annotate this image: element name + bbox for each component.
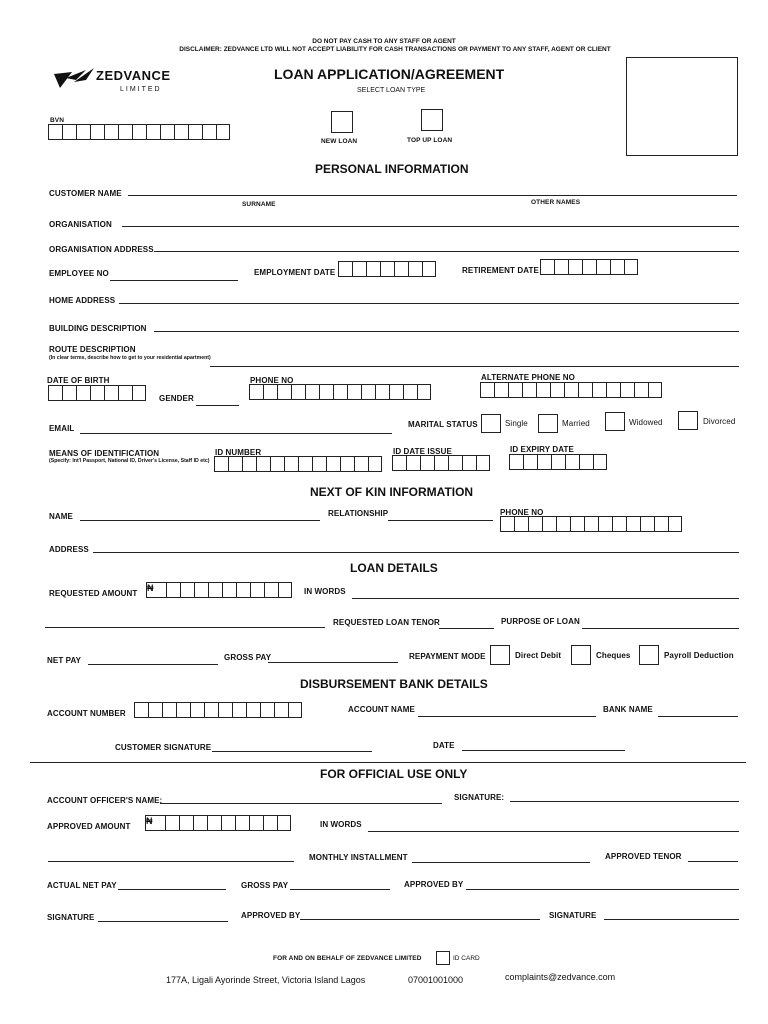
id-expiry-date-label: ID EXPIRY DATE	[510, 445, 574, 454]
date-of-birth-input[interactable]	[48, 385, 146, 401]
approved-by-2-label: APPROVED BY	[241, 911, 301, 920]
id-expiry-date-input[interactable]	[509, 454, 607, 470]
gender-field[interactable]	[196, 405, 239, 406]
signature-2-label: SIGNATURE	[549, 911, 597, 920]
means-of-id-note: (Specify: Int'l Passport, National ID, Driver's License, Staff ID etc)	[49, 458, 210, 464]
divorced-checkbox[interactable]	[678, 411, 698, 430]
logo-sub: LIMITED	[120, 86, 162, 93]
requested-in-words-field[interactable]	[352, 598, 739, 599]
account-officer-name-field[interactable]	[160, 803, 442, 804]
footer-address: 177A, Ligali Ayorinde Street, Victoria Island Lagos	[166, 975, 366, 985]
signature-field[interactable]	[98, 921, 228, 922]
employee-no-field[interactable]	[110, 280, 238, 281]
email-field[interactable]	[80, 433, 392, 434]
bank-name-label: BANK NAME	[603, 705, 653, 714]
loan-details-heading: LOAN DETAILS	[350, 561, 438, 575]
logo-name: ZEDVANCE	[96, 68, 171, 83]
single-label: Single	[505, 419, 528, 428]
approved-by-2-field[interactable]	[300, 919, 540, 920]
requested-amount-label: REQUESTED AMOUNT	[49, 589, 138, 598]
actual-net-pay-field[interactable]	[118, 889, 226, 890]
kin-name-label: NAME	[49, 512, 73, 521]
phone-no-input[interactable]	[249, 384, 431, 400]
organisation-address-field[interactable]	[154, 251, 739, 252]
loan-gross-pay-label: GROSS PAY	[224, 653, 272, 662]
account-name-field[interactable]	[418, 716, 596, 717]
kin-address-label: ADDRESS	[49, 545, 89, 554]
customer-signature-field[interactable]	[212, 751, 372, 752]
customer-name-field[interactable]	[128, 195, 737, 196]
top-up-loan-checkbox[interactable]	[421, 109, 443, 131]
official-gross-pay-label: GROSS PAY	[241, 881, 289, 890]
section-divider	[30, 762, 746, 763]
id-date-issue-input[interactable]	[392, 455, 490, 471]
customer-signature-label: CUSTOMER SIGNATURE	[115, 743, 212, 752]
approved-amount-label: APPROVED AMOUNT	[47, 822, 131, 831]
officer-signature-field[interactable]	[510, 801, 739, 802]
direct-debit-label: Direct Debit	[515, 651, 562, 660]
widowed-checkbox[interactable]	[605, 412, 625, 431]
phone-no-label: PHONE NO	[250, 376, 294, 385]
divorced-label: Divorced	[703, 417, 736, 426]
new-loan-checkbox[interactable]	[331, 111, 353, 133]
requested-amount-naira-sign: ₦	[146, 582, 166, 598]
payroll-deduction-label: Payroll Deduction	[664, 651, 734, 660]
approved-amount-naira-sign: ₦	[145, 815, 165, 831]
employment-date-input[interactable]	[338, 261, 436, 277]
official-use-heading: FOR OFFICIAL USE ONLY	[320, 767, 468, 781]
kin-name-field[interactable]	[80, 520, 320, 521]
employment-date-label: EMPLOYMENT DATE	[254, 268, 336, 277]
disclaimer-text: DISCLAIMER: ZEDVANCE LTD WILL NOT ACCEPT LIABILITY FOR CASH TRANSACTIONS OR PAYMENT TO ANY STAFF, AGENT OR CLIENT	[179, 46, 611, 53]
account-number-input[interactable]	[134, 702, 302, 718]
alternate-phone-no-label: ALTERNATE PHONE NO	[481, 373, 575, 382]
officer-signature-label: SIGNATURE:	[454, 793, 505, 802]
id-number-label: ID NUMBER	[215, 448, 262, 457]
approved-tenor-field[interactable]	[688, 861, 738, 862]
monthly-installment-label: MONTHLY INSTALLMENT	[309, 853, 408, 862]
cheques-checkbox[interactable]	[571, 645, 591, 665]
monthly-installment-value[interactable]	[48, 861, 294, 862]
id-card-label: ID CARD	[453, 955, 480, 962]
kin-relationship-field[interactable]	[388, 520, 493, 521]
surname-label: SURNAME	[242, 201, 276, 208]
purpose-of-loan-field[interactable]	[582, 628, 739, 629]
select-loan-type-label: SELECT LOAN TYPE	[357, 87, 426, 94]
date-label: DATE	[433, 741, 455, 750]
requested-in-words-label: IN WORDS	[304, 587, 346, 596]
personal-info-heading: PERSONAL INFORMATION	[315, 162, 469, 176]
requested-loan-tenor-label: REQUESTED LOAN TENOR	[333, 618, 440, 627]
requested-loan-tenor-field[interactable]	[439, 628, 494, 629]
net-pay-field[interactable]	[88, 664, 218, 665]
approved-in-words-field[interactable]	[368, 831, 739, 832]
top-up-loan-label: TOP UP LOAN	[407, 137, 453, 144]
monthly-installment-field[interactable]	[412, 862, 590, 863]
kin-relationship-label: RELATIONSHIP	[328, 509, 389, 518]
direct-debit-checkbox[interactable]	[490, 645, 510, 665]
building-description-field[interactable]	[154, 331, 739, 332]
repayment-mode-label: REPAYMENT MODE	[409, 652, 486, 661]
means-of-id-label: MEANS OF IDENTIFICATION	[49, 449, 160, 458]
id-date-issue-label: ID DATE ISSUE	[393, 447, 452, 456]
home-address-label: HOME ADDRESS	[49, 296, 116, 305]
actual-net-pay-label: ACTUAL NET PAY	[47, 881, 117, 890]
id-number-input[interactable]	[214, 456, 382, 472]
route-description-label: ROUTE DESCRIPTION	[49, 345, 136, 354]
on-behalf-label: FOR AND ON BEHALF OF ZEDVANCE LIMITED	[273, 955, 422, 962]
date-field[interactable]	[462, 750, 625, 751]
single-checkbox[interactable]	[481, 414, 501, 433]
id-card-checkbox[interactable]	[436, 951, 450, 965]
kin-phone-no-input[interactable]	[500, 516, 682, 532]
route-description-field[interactable]	[210, 366, 739, 367]
zedvance-logo	[52, 64, 192, 98]
signature-2-field[interactable]	[604, 919, 739, 920]
loan-gross-pay-field[interactable]	[268, 662, 398, 663]
new-loan-label: NEW LOAN	[321, 138, 358, 145]
footer-phone: 07001001000	[408, 975, 464, 985]
next-of-kin-heading: NEXT OF KIN INFORMATION	[310, 485, 474, 499]
gender-label: GENDER	[159, 394, 194, 403]
marital-status-label: MARITAL STATUS	[408, 420, 478, 429]
approved-in-words-label: IN WORDS	[320, 820, 362, 829]
kin-address-field[interactable]	[93, 552, 739, 553]
account-number-label: ACCOUNT NUMBER	[47, 709, 126, 718]
other-names-label: OTHER NAMES	[531, 199, 581, 206]
requested-amount-input[interactable]	[146, 582, 292, 598]
married-label: Married	[562, 419, 590, 428]
passport-photo-box	[626, 57, 738, 156]
organisation-field[interactable]	[122, 226, 739, 227]
route-description-note: (In clear terms, describe how to get to your residential apartment)	[49, 355, 211, 361]
widowed-label: Widowed	[629, 418, 663, 427]
date-of-birth-label: DATE OF BIRTH	[47, 376, 110, 385]
customer-name-label: CUSTOMER NAME	[49, 189, 122, 198]
account-officer-name-label: ACCOUNT OFFICER'S NAME:	[47, 796, 163, 805]
retirement-date-input[interactable]	[540, 259, 638, 275]
married-checkbox[interactable]	[538, 414, 558, 433]
purpose-of-loan-label: PURPOSE OF LOAN	[501, 617, 580, 626]
page-title: LOAN APPLICATION/AGREEMENT	[274, 66, 505, 82]
kin-phone-no-label: PHONE NO	[500, 508, 544, 517]
cheques-label: Cheques	[596, 651, 631, 660]
approved-by-field[interactable]	[466, 889, 739, 890]
approved-amount-input[interactable]	[145, 815, 291, 831]
bank-details-heading: DISBURSEMENT BANK DETAILS	[300, 677, 488, 691]
home-address-field[interactable]	[119, 303, 739, 304]
disclaimer-warning: DO NOT PAY CASH TO ANY STAFF OR AGENT	[312, 38, 456, 45]
bvn-input[interactable]	[48, 124, 230, 140]
bvn-label: BVN	[50, 117, 65, 124]
net-pay-label: NET PAY	[47, 656, 82, 665]
payroll-deduction-checkbox[interactable]	[639, 645, 659, 665]
organisation-label: ORGANISATION	[49, 220, 112, 229]
signature-label: SIGNATURE	[47, 913, 95, 922]
building-description-label: BUILDING DESCRIPTION	[49, 324, 147, 333]
employee-no-label: EMPLOYEE NO	[49, 269, 109, 278]
email-label: EMAIL	[49, 424, 75, 433]
requested-loan-tenor-value[interactable]	[45, 627, 325, 628]
approved-tenor-label: APPROVED TENOR	[605, 852, 682, 861]
alternate-phone-no-input[interactable]	[480, 382, 662, 398]
retirement-date-label: RETIREMENT DATE	[462, 266, 539, 275]
zedvance-logo-mark-icon	[52, 66, 96, 92]
organisation-address-label: ORGANISATION ADDRESS	[49, 245, 154, 254]
footer-email: complaints@zedvance.com	[505, 972, 616, 982]
account-name-label: ACCOUNT NAME	[348, 705, 415, 714]
bank-name-field[interactable]	[658, 716, 738, 717]
approved-by-label: APPROVED BY	[404, 880, 464, 889]
official-gross-pay-field[interactable]	[290, 889, 390, 890]
